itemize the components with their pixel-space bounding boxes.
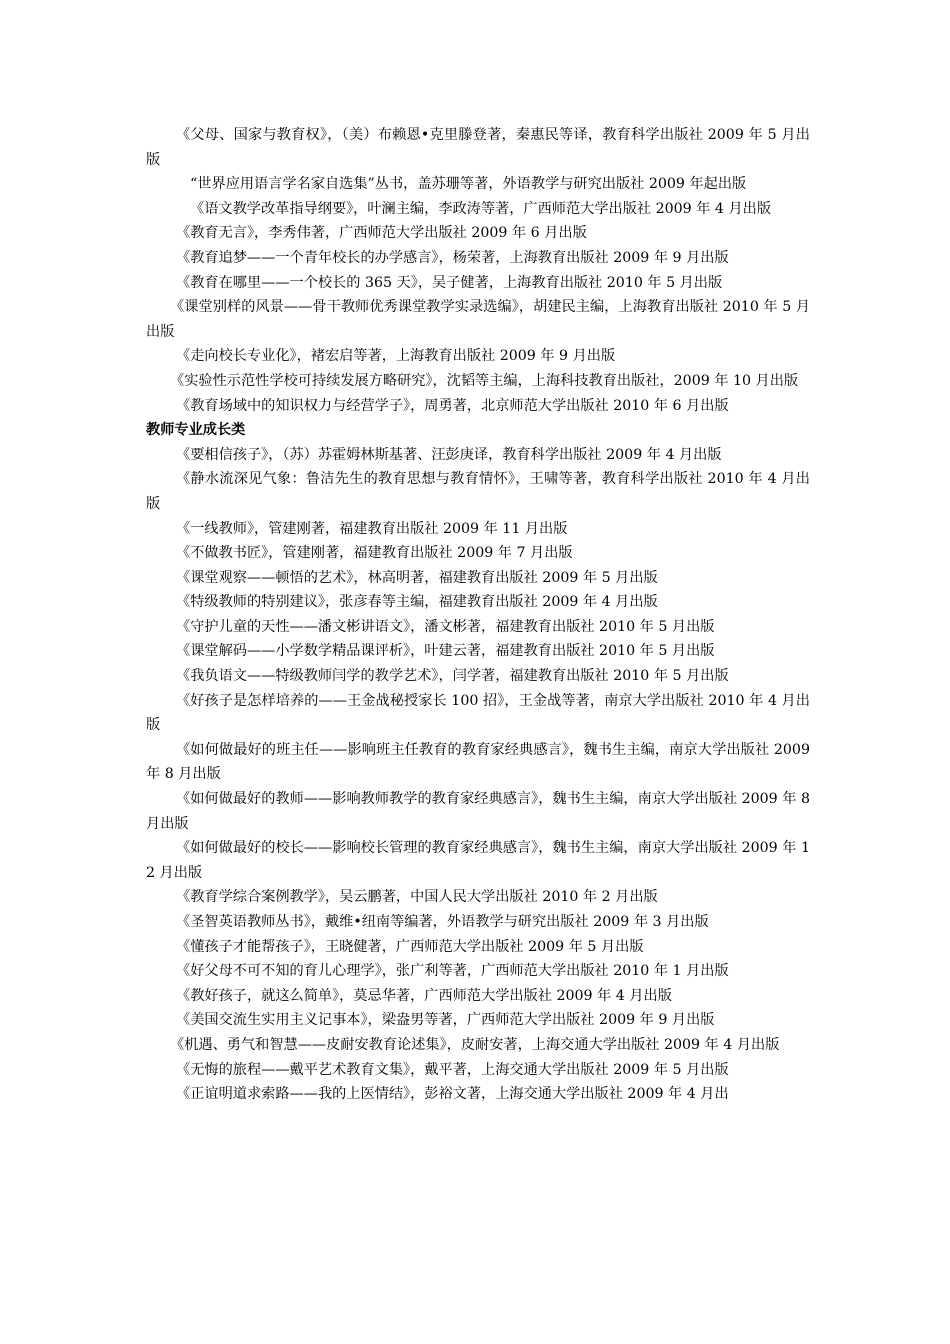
book-entry: 《教育学综合案例教学》，吴云鹏著，中国人民大学出版社 2010 年 2 月出版: [176, 889, 658, 906]
book-entry: 《圣智英语教师丛书》，戴维•纽南等编著，外语教学与研究出版社 2009 年 3 月出版: [176, 914, 709, 930]
book-entry: 《父母、国家与教育权》，（美）布赖恩•克里滕登著，秦惠民等译，教育科学出版社 2009 年 5 月出版: [146, 127, 810, 168]
book-entry: 《机遇、勇气和智慧——皮耐安教育论述集》，皮耐安著，上海交通大学出版社 2009 年 4 月出版: [170, 1036, 780, 1053]
book-entry: 《教育场域中的知识权力与经营学子》，周勇著，北京师范大学出版社 2010 年 6 月出版: [176, 397, 729, 414]
book-entry: 《课堂观察——顿悟的艺术》，林高明著，福建教育出版社 2009 年 5 月出版: [176, 569, 658, 586]
book-entry: 《课堂解码——小学数学精品课评析》，叶建云著，福建教育出版社 2010 年 5 月出版: [176, 643, 715, 660]
book-entry: 《实验性示范性学校可持续发展方略研究》，沈韬等主编，上海科技教育出版社，2009 年 10 月出版: [170, 372, 799, 389]
book-entry: 《一线教师》，管建刚著，福建教育出版社 2009 年 11 月出版: [176, 520, 568, 537]
section-heading: 教师专业成长类: [146, 422, 246, 439]
book-entry: 《懂孩子才能帮孩子》，王晓健著，广西师范大学出版社 2009 年 5 月出版: [176, 938, 644, 955]
book-entry: 《特级教师的特别建议》，张彦春等主编，福建教育出版社 2009 年 4 月出版: [176, 594, 658, 611]
book-entry: 《静水流深见气象：鲁洁先生的教育思想与教育情怀》，王啸等著，教育科学出版社 2010 年 4 月出版: [146, 471, 810, 512]
book-entry: 《教好孩子，就这么简单》，莫忌华著，广西师范大学出版社 2009 年 4 月出版: [176, 987, 672, 1004]
book-entry: “世界应用语言学名家自选集”丛书，盖苏珊等著，外语教学与研究出版社 2009 年起出版: [190, 176, 747, 193]
book-entry: 《如何做最好的班主任——影响班主任教育的教育家经典感言》，魏书生主编，南京大学出版社 2009 年 8 月出版: [146, 741, 810, 783]
book-entry: 《要相信孩子》，（苏）苏霍姆林斯基著、汪彭庚译，教育科学出版社 2009 年 4 月出版: [176, 446, 722, 463]
book-entry: 《教育无言》，李秀伟著，广西师范大学出版社 2009 年 6 月出版: [176, 225, 587, 242]
book-entry: 《我负语文——特级教师闫学的教学艺术》，闫学著，福建教育出版社 2010 年 5 月出版: [176, 668, 729, 685]
book-entry: 《走向校长专业化》，褚宏启等著，上海教育出版社 2009 年 9 月出版: [176, 348, 616, 365]
book-entry: 《守护儿童的天性——潘文彬讲语文》，潘文彬著，福建教育出版社 2010 年 5 月出版: [176, 618, 715, 635]
book-entry: 《如何做最好的校长——影响校长管理的教育家经典感言》，魏书生主编，南京大学出版社 2009 年 12 月出版: [146, 840, 810, 881]
document-page: [146, 123, 810, 1107]
book-entry: 《语文教学改革指导纲要》，叶澜主编，李政涛等著，广西师范大学出版社 2009 年 4 月出版: [190, 200, 772, 217]
book-entry: 《好孩子是怎样培养的——王金战秘授家长 100 招》，王金战等著，南京大学出版社 2010 年 4 月出版: [146, 692, 810, 734]
book-entry: 《正谊明道求索路——我的上医情结》，彭裕文著，上海交通大学出版社 2009 年 4 月出: [176, 1086, 729, 1103]
book-entry: 《无悔的旅程——戴平艺术教育文集》，戴平著，上海交通大学出版社 2009 年 5 月出版: [176, 1061, 729, 1078]
book-entry: 《不做教书匠》，管建刚著，福建教育出版社 2009 年 7 月出版: [176, 545, 573, 562]
book-entry: 《教育在哪里——一个校长的 365 天》，吴子健著，上海教育出版社 2010 年 5 月出版: [176, 274, 723, 291]
book-entry: 《如何做最好的教师——影响教师教学的教育家经典感言》，魏书生主编，南京大学出版社 2009 年 8 月出版: [146, 791, 810, 832]
book-entry: 《课堂别样的风景——骨干教师优秀课堂教学实录选编》，胡建民主编，上海教育出版社 2010 年 5 月出版: [146, 299, 810, 340]
book-entry: 《教育追梦——一个青年校长的办学感言》，杨荣著，上海教育出版社 2009 年 9 月出版: [176, 249, 729, 266]
book-entry: 《美国交流生实用主义记事本》，梁盎男等著，广西师范大学出版社 2009 年 9 月出版: [176, 1012, 715, 1029]
book-entry: 《好父母不可不知的育儿心理学》，张广利等著，广西师范大学出版社 2010 年 1 月出版: [176, 963, 729, 980]
